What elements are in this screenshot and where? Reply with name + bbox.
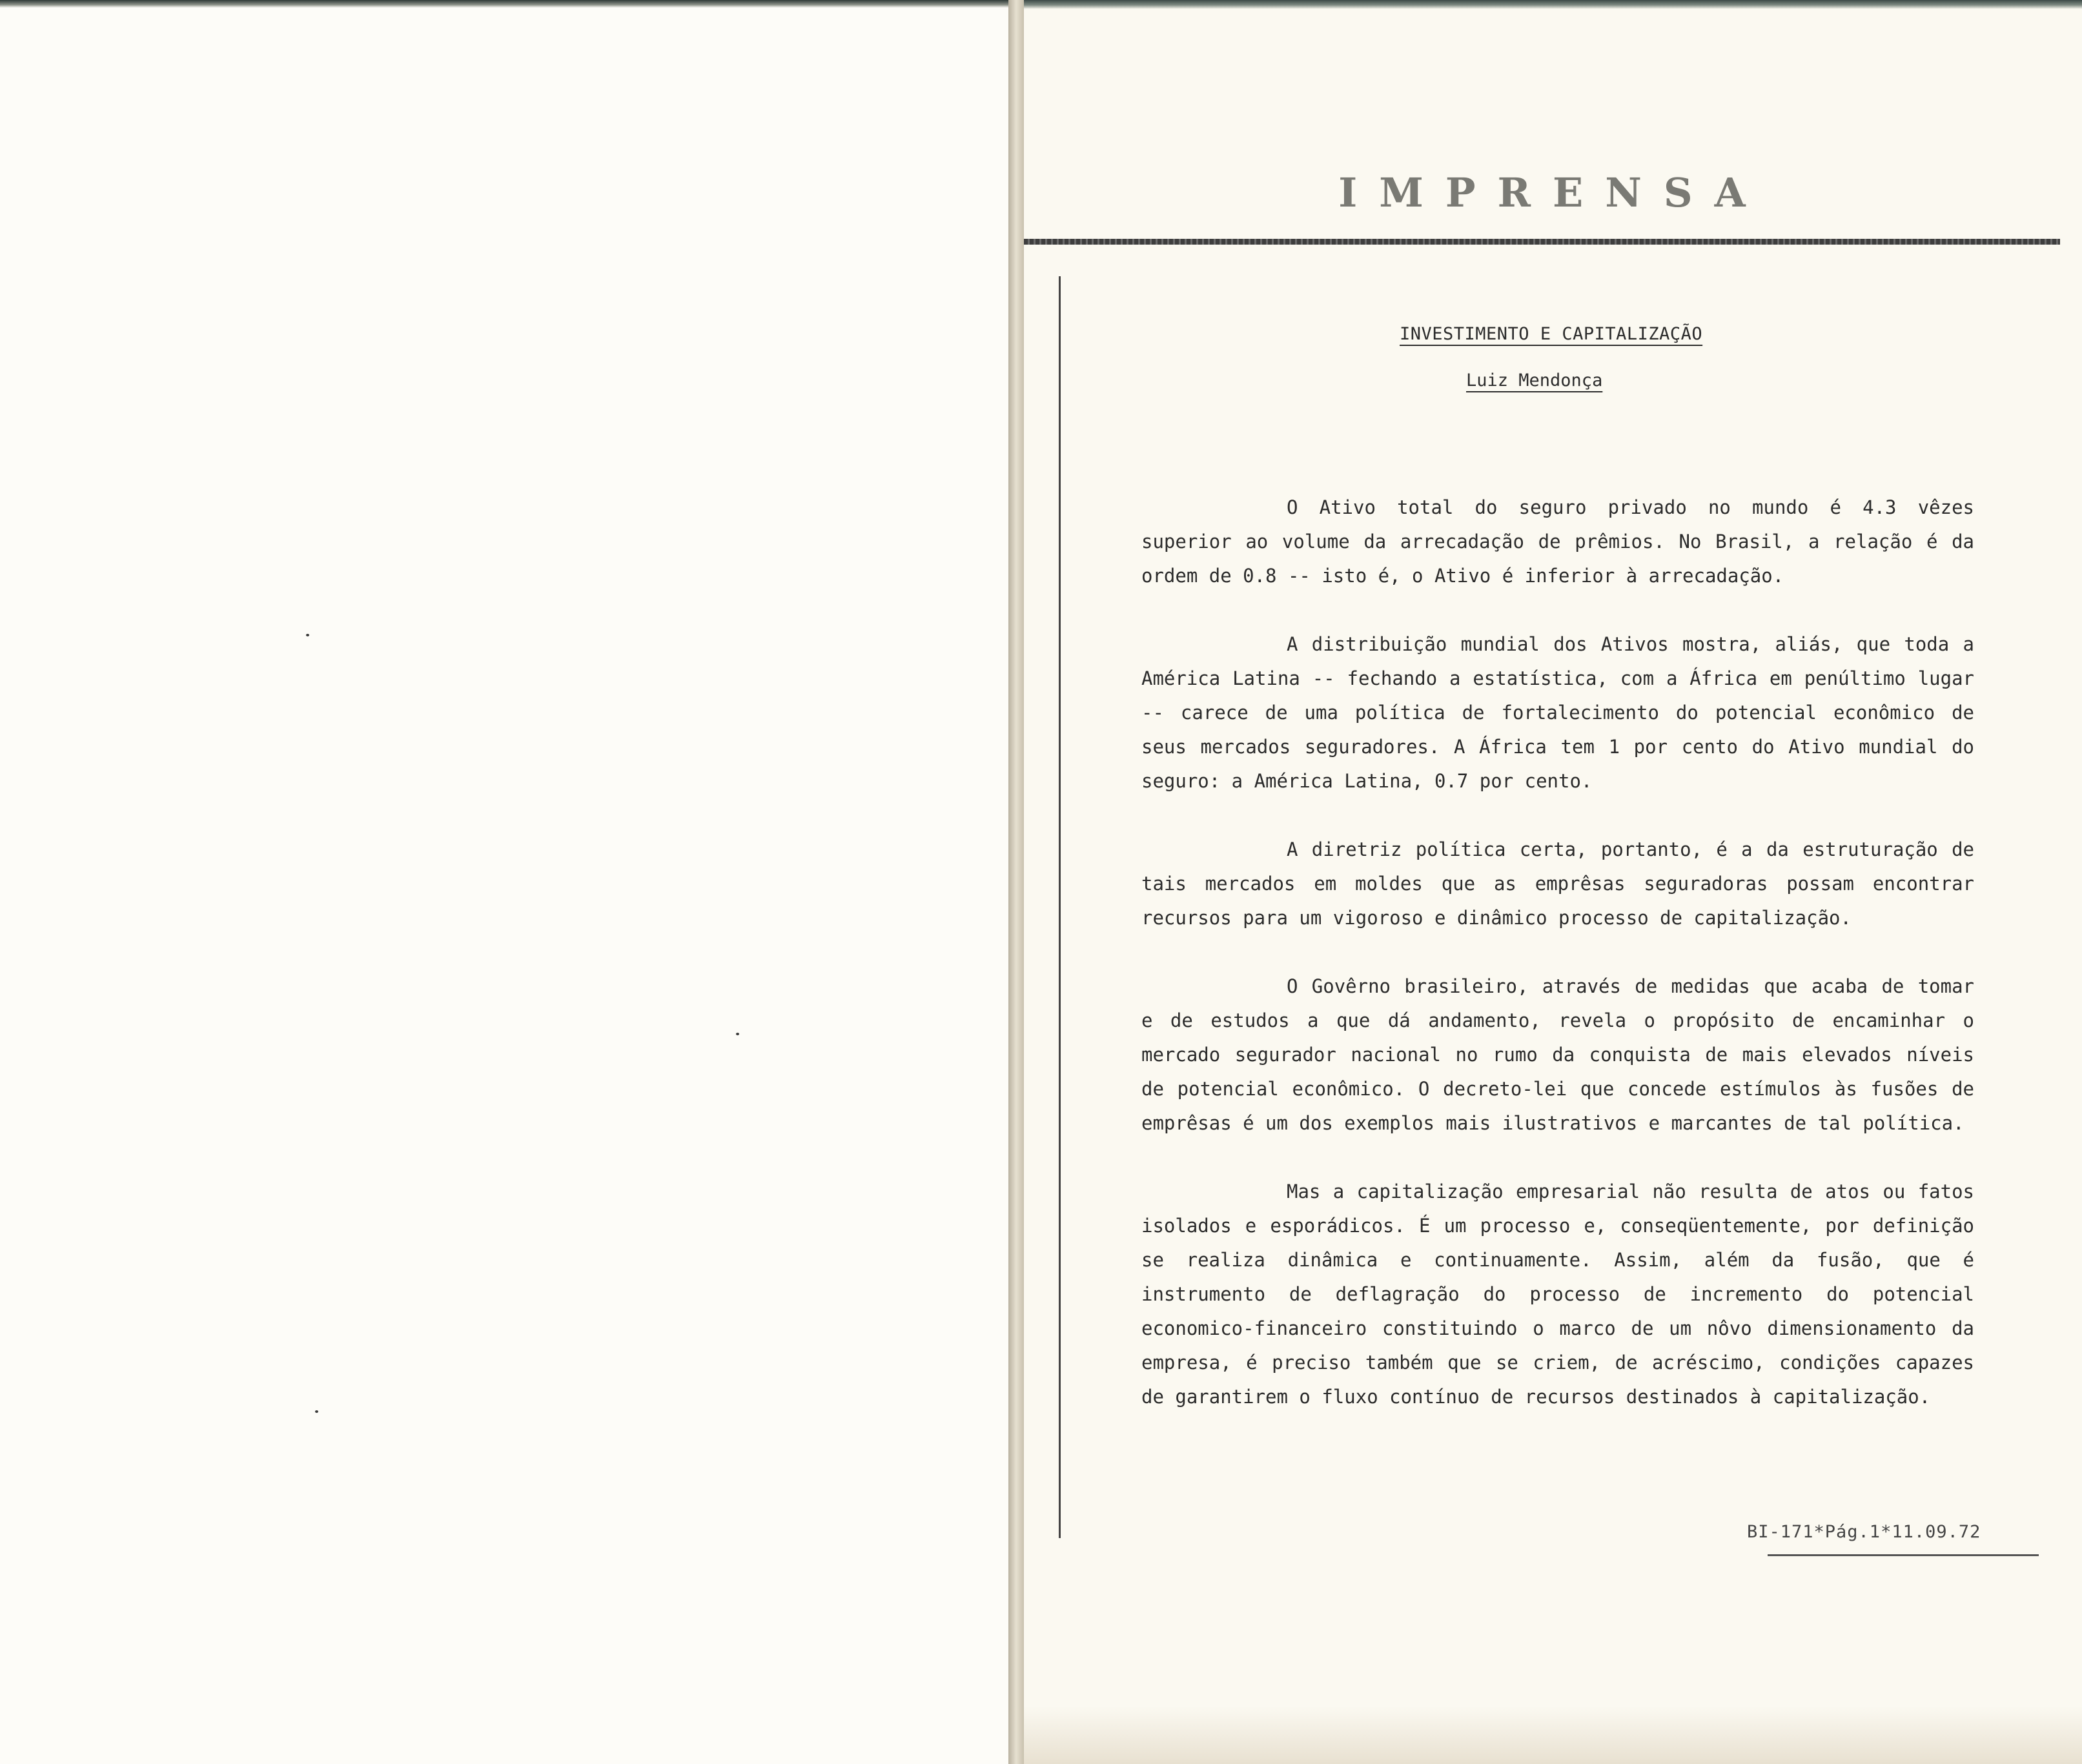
right-page-top-edge (1024, 0, 2082, 9)
paper-speck (306, 634, 309, 636)
article-paragraph: A diretriz política certa, portanto, é a da estruturação de tais mercados em moldes que as emprêsas seguradoras possam encontrar recursos para um vigoroso e dinâmico processo de capitalização. (1141, 838, 1974, 929)
article-title: INVESTIMENTO E CAPITALIZAÇÃO (1400, 324, 1703, 344)
footer-rule (1768, 1554, 2039, 1556)
page-bottom-shadow (1024, 1706, 2082, 1764)
left-margin-rule (1059, 276, 1061, 1538)
right-page (1024, 0, 2082, 1764)
page-reference: BI-171*Pág.1*11.09.72 (1747, 1522, 1981, 1542)
paper-speck (315, 1410, 318, 1413)
book-gutter (1008, 0, 1024, 1764)
article-paragraph: O Govêrno brasileiro, através de medidas que acaba de tomar e de estudos a que dá andamento, revela o propósito de encaminhar o mercado segurador nacional no rumo da conquista de mais elevados níveis de potencial econômico. O decreto-lei que concede estímulos às fusões de emprêsas é um dos exemplos mais ilustrativos e marcantes de tal política. (1141, 975, 1974, 1134)
article-paragraph: Mas a capitalização empresarial não resulta de atos ou fatos isolados e esporádicos. É um processo e, conseqüentemente, por definição se realiza dinâmica e continuamente. Assim, além da fusão, que é instrumento de deflagração do processo de incremento do potencial economico-financeiro constituindo o marco de um nôvo dimensionamento da empresa, é preciso também que se criem, de acréscimo, condições capazes de garantirem o fluxo contínuo de recursos destinados à capitalização. (1141, 1181, 1974, 1408)
header-rule (1024, 239, 2060, 245)
article-paragraph: O Ativo total do seguro privado no mundo é 4.3 vêzes superior ao volume da arrecadação de prêmios. No Brasil, a relação é da ordem de 0.8 -- isto é, o Ativo é inferior à arrecadação. (1141, 496, 1974, 587)
article-paragraph: A distribuição mundial dos Ativos mostra, aliás, que toda a América Latina -- fechando a estatística, com a África em penúltimo lugar -- carece de uma política de fortalecimento do potencial econômico de seus mercados seguradores. A África tem 1 por cento do Ativo mundial do seguro: a América Latina, 0.7 por cento. (1141, 633, 1974, 792)
article-body (1141, 491, 1974, 1448)
left-page-blank (0, 0, 1010, 1764)
section-title: IMPRENSA (1338, 169, 1768, 216)
left-page-top-edge (0, 0, 1008, 8)
paper-speck (736, 1033, 739, 1035)
article-author: Luiz Mendonça (1466, 370, 1603, 390)
